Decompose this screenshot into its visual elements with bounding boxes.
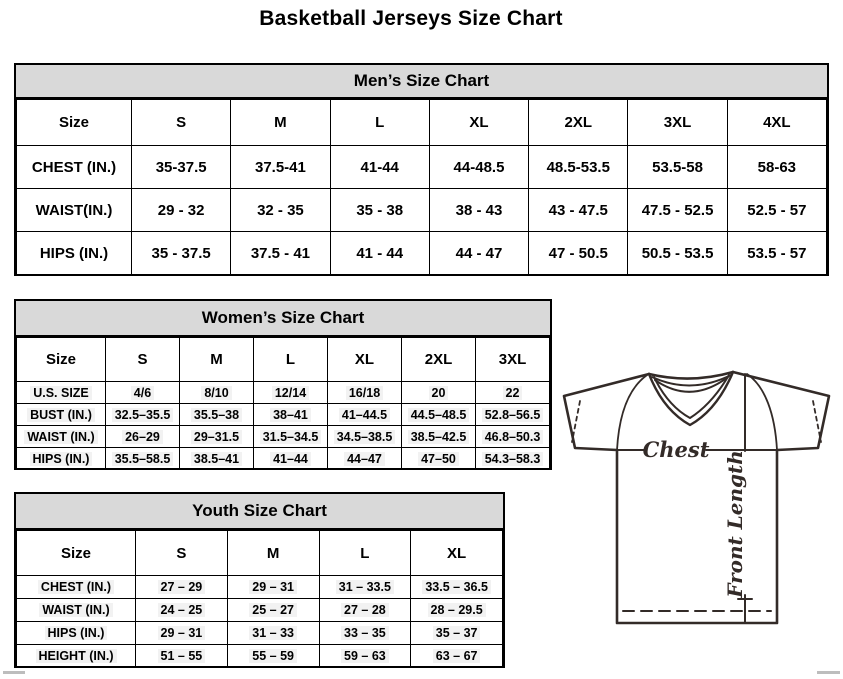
size-value-cell: 38.5–42.5	[402, 426, 476, 448]
size-value-cell: 4/6	[106, 382, 180, 404]
column-header: 4XL	[727, 100, 826, 146]
table-row	[17, 404, 550, 426]
left-cuff-stitch	[572, 401, 580, 442]
size-value-cell: 38–41	[254, 404, 328, 426]
size-value-cell: 31 – 33	[227, 622, 319, 645]
size-value-cell: 35 – 37	[411, 622, 503, 645]
row-label: CHEST (IN.)	[17, 146, 132, 189]
column-header: L	[319, 531, 411, 576]
row-label: HIPS (IN.)	[17, 622, 136, 645]
row-label: HEIGHT (IN.)	[17, 645, 136, 668]
size-value-cell: 16/18	[328, 382, 402, 404]
column-header: 3XL	[628, 100, 727, 146]
size-value-cell: 41–44.5	[328, 404, 402, 426]
size-value-cell: 29–31.5	[180, 426, 254, 448]
size-value-cell: 35.5–58.5	[106, 448, 180, 470]
size-value-cell: 41 - 44	[330, 232, 429, 275]
row-label: WAIST (IN.)	[17, 599, 136, 622]
size-value-cell: 47–50	[402, 448, 476, 470]
size-value-cell: 27 – 28	[319, 599, 411, 622]
youth-size-chart	[14, 492, 505, 668]
size-value-cell: 54.3–58.3	[476, 448, 550, 470]
size-value-cell: 52.5 - 57	[727, 189, 826, 232]
column-header: XL	[429, 100, 528, 146]
column-header: S	[136, 531, 228, 576]
table-row	[17, 232, 827, 275]
size-value-cell: 63 – 67	[411, 645, 503, 668]
row-label: U.S. SIZE	[17, 382, 106, 404]
jersey-outline	[564, 372, 829, 623]
chest-label: Chest	[642, 437, 710, 462]
size-value-cell: 46.8–50.3	[476, 426, 550, 448]
size-value-cell: 59 – 63	[319, 645, 411, 668]
column-header: L	[330, 100, 429, 146]
table-row	[17, 382, 550, 404]
size-value-cell: 22	[476, 382, 550, 404]
size-value-cell: 12/14	[254, 382, 328, 404]
size-value-cell: 37.5-41	[231, 146, 330, 189]
row-label: HIPS (IN.)	[17, 232, 132, 275]
size-value-cell: 26–29	[106, 426, 180, 448]
column-header-row	[17, 338, 550, 382]
size-value-cell: 51 – 55	[136, 645, 228, 668]
size-value-cell: 35-37.5	[132, 146, 231, 189]
size-value-cell: 53.5-58	[628, 146, 727, 189]
row-label: HIPS (IN.)	[17, 448, 106, 470]
size-value-cell: 47.5 - 52.5	[628, 189, 727, 232]
size-value-cell: 31 – 33.5	[319, 576, 411, 599]
size-value-cell: 47 - 50.5	[529, 232, 628, 275]
size-value-cell: 41–44	[254, 448, 328, 470]
size-value-cell: 35 - 38	[330, 189, 429, 232]
jersey-measurement-diagram	[553, 362, 843, 662]
mens-size-chart-title: Men’s Size Chart	[16, 65, 827, 99]
size-value-cell: 48.5-53.5	[529, 146, 628, 189]
size-value-cell: 29 – 31	[227, 576, 319, 599]
front-length-label: Front Length	[723, 450, 747, 598]
column-header: M	[231, 100, 330, 146]
size-value-cell: 29 – 31	[136, 622, 228, 645]
column-header: 2XL	[402, 338, 476, 382]
size-value-cell: 33 – 35	[319, 622, 411, 645]
column-header: M	[180, 338, 254, 382]
size-value-cell: 29 - 32	[132, 189, 231, 232]
table-row	[17, 622, 503, 645]
column-header-row	[17, 531, 503, 576]
table-row	[17, 448, 550, 470]
column-header: S	[132, 100, 231, 146]
size-value-cell: 44–47	[328, 448, 402, 470]
page-edge-mark-right	[817, 671, 840, 674]
table-row	[17, 146, 827, 189]
table-row	[17, 576, 503, 599]
womens-size-chart	[14, 299, 552, 470]
size-value-cell: 32.5–35.5	[106, 404, 180, 426]
size-value-cell: 31.5–34.5	[254, 426, 328, 448]
womens-size-chart-title: Women’s Size Chart	[16, 301, 550, 337]
row-label: WAIST(IN.)	[17, 189, 132, 232]
womens-size-table	[16, 337, 550, 470]
size-value-cell: 20	[402, 382, 476, 404]
column-header: XL	[328, 338, 402, 382]
size-value-cell: 25 – 27	[227, 599, 319, 622]
size-value-cell: 24 – 25	[136, 599, 228, 622]
size-value-cell: 41-44	[330, 146, 429, 189]
size-value-cell: 44.5–48.5	[402, 404, 476, 426]
size-value-cell: 55 – 59	[227, 645, 319, 668]
youth-size-table	[16, 530, 503, 668]
column-header: 3XL	[476, 338, 550, 382]
column-header: S	[106, 338, 180, 382]
size-value-cell: 43 - 47.5	[529, 189, 628, 232]
size-value-cell: 58-63	[727, 146, 826, 189]
table-row	[17, 426, 550, 448]
column-header: Size	[17, 338, 106, 382]
column-header: L	[254, 338, 328, 382]
size-value-cell: 8/10	[180, 382, 254, 404]
size-value-cell: 44 - 47	[429, 232, 528, 275]
column-header: 2XL	[529, 100, 628, 146]
row-label: CHEST (IN.)	[17, 576, 136, 599]
size-value-cell: 52.8–56.5	[476, 404, 550, 426]
column-header: Size	[17, 100, 132, 146]
size-value-cell: 38.5–41	[180, 448, 254, 470]
size-value-cell: 53.5 - 57	[727, 232, 826, 275]
size-value-cell: 35 - 37.5	[132, 232, 231, 275]
collar-top-edge	[649, 372, 733, 379]
right-cuff-stitch	[813, 401, 821, 442]
size-value-cell: 27 – 29	[136, 576, 228, 599]
size-value-cell: 28 – 29.5	[411, 599, 503, 622]
page-title: Basketball Jerseys Size Chart	[259, 7, 563, 30]
size-value-cell: 32 - 35	[231, 189, 330, 232]
page-edge-mark-left	[3, 671, 25, 674]
column-header: XL	[411, 531, 503, 576]
right-sleeve-seam	[747, 374, 777, 450]
mens-size-chart	[14, 63, 829, 276]
table-row	[17, 599, 503, 622]
size-value-cell: 44-48.5	[429, 146, 528, 189]
mens-size-table	[16, 99, 827, 275]
row-label: WAIST (IN.)	[17, 426, 106, 448]
table-row	[17, 645, 503, 668]
size-value-cell: 50.5 - 53.5	[628, 232, 727, 275]
size-value-cell: 33.5 – 36.5	[411, 576, 503, 599]
column-header-row	[17, 100, 827, 146]
size-value-cell: 34.5–38.5	[328, 426, 402, 448]
size-value-cell: 38 - 43	[429, 189, 528, 232]
column-header: Size	[17, 531, 136, 576]
column-header: M	[227, 531, 319, 576]
youth-size-chart-title: Youth Size Chart	[16, 494, 503, 530]
row-label: BUST (IN.)	[17, 404, 106, 426]
size-value-cell: 35.5–38	[180, 404, 254, 426]
table-row	[17, 189, 827, 232]
size-value-cell: 37.5 - 41	[231, 232, 330, 275]
